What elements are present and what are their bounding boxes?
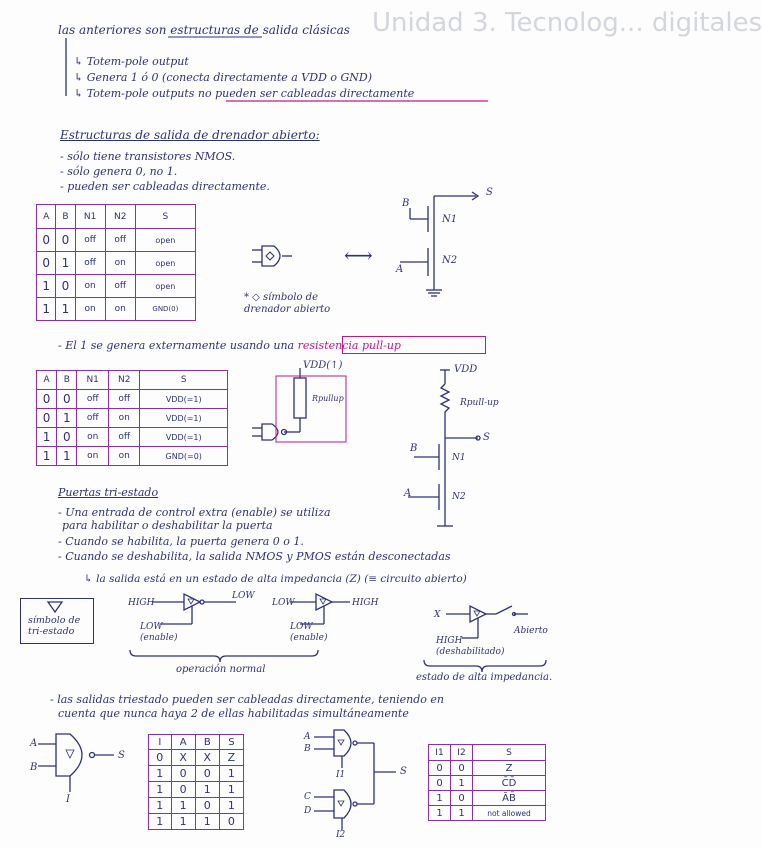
cell: 1 (37, 275, 56, 298)
open-drain-circuit (400, 192, 478, 296)
cell: 1 (149, 798, 172, 814)
wired-text-2: cuenta que nunca haya 2 de ellas habilitadas simultáneamente (58, 707, 409, 720)
cell: 1 (451, 806, 473, 821)
col-header: B (56, 205, 75, 229)
tristate-bullet-3: - Cuando se deshabilita, la salida NMOS y PMOS están desconectadas (58, 550, 451, 563)
cell: Z (219, 750, 243, 766)
wg-label-b: B (30, 762, 38, 773)
wc-label-a: A (304, 732, 311, 742)
wired-tristate-and-gate-icon (38, 734, 114, 792)
cell: 1 (37, 428, 57, 447)
cell: on (75, 298, 105, 321)
col-header: B (195, 735, 219, 750)
pu-label-s: S (483, 432, 490, 443)
ex3-in: X (434, 610, 441, 620)
cell: 1 (219, 798, 243, 814)
col-header: A (171, 735, 195, 750)
open-drain-symbol-note: * ◇ símbolo de drenador abierto (244, 292, 331, 315)
intro-item-3: ↳ Totem-pole outputs no pueden ser cableadas directamente (74, 87, 415, 100)
cell: 0 (429, 776, 451, 791)
col-header: I1 (429, 745, 451, 761)
cell: 0 (195, 766, 219, 782)
cell: on (108, 447, 140, 466)
od-label-b: B (402, 198, 410, 209)
wg-label-i: I (66, 794, 70, 805)
cell: off (75, 229, 105, 252)
cell: off (77, 390, 109, 409)
col-header: A (37, 371, 57, 390)
col-header: I (149, 735, 172, 750)
tristate-bullet-1: - Una entrada de control extra (enable) se utiliza (58, 506, 331, 519)
intro-item-1: ↳ Totem-pole output (74, 55, 189, 68)
wg-label-a: A (30, 738, 38, 749)
od-label-a: A (396, 264, 404, 275)
ex1-in: HIGH (128, 598, 155, 608)
cell: 1 (57, 409, 77, 428)
tristate-bullet-2: - Cuando se habilita, la puerta genera 0 o 1. (58, 535, 304, 548)
cell: 0 (451, 791, 473, 806)
wc-label-d: D (304, 806, 312, 816)
ex3-en: HIGH (deshabilitado) (436, 636, 505, 657)
cell: off (108, 428, 140, 447)
cell: on (105, 252, 135, 275)
cell: 1 (57, 447, 77, 466)
pullup-gate-circuit (252, 368, 346, 442)
cell: 0 (37, 409, 57, 428)
example-1-gate-icon (152, 594, 236, 624)
cell: 0 (37, 229, 56, 252)
cell: 0 (195, 798, 219, 814)
tristate-symbol-label: símbolo de tri-estado (28, 615, 81, 637)
tristate-bullet-4: ↳ la salida está en un estado de alta impedancia (Z) (≡ circuito abierto) (84, 573, 467, 585)
cell: 1 (149, 814, 172, 830)
open-drain-heading: Estructuras de salida de drenador abierto: (60, 128, 320, 142)
col-header: S (135, 205, 195, 229)
cell: on (108, 409, 140, 428)
col-header: S (219, 735, 243, 750)
cell: off (108, 390, 140, 409)
cell: 1 (219, 766, 243, 782)
cell: 0 (171, 766, 195, 782)
wc-label-i2: I2 (336, 830, 346, 840)
cell: on (77, 428, 109, 447)
cell: open (135, 252, 195, 275)
cell: X (195, 750, 219, 766)
cell: open (135, 275, 195, 298)
col-header: S (140, 371, 228, 390)
cell: off (105, 229, 135, 252)
cell: 1 (429, 806, 451, 821)
high-impedance-brace (424, 660, 546, 672)
equivalence-arrow: ⟷ (344, 243, 373, 267)
example-3-gate-icon (446, 606, 528, 638)
pullup-highlight-text: resistencia pull-up (297, 339, 401, 352)
col-header: N1 (77, 371, 109, 390)
cell: 1 (149, 766, 172, 782)
cell: 1 (195, 814, 219, 830)
cell: X (171, 750, 195, 766)
open-drain-bullet-3: - pueden ser cableadas directamente. (60, 180, 270, 193)
col-header: S (473, 745, 546, 761)
cell: GND(=0) (140, 447, 228, 466)
wg-label-s: S (118, 750, 125, 761)
ex1-out: LOW (232, 591, 255, 601)
col-header: I2 (451, 745, 473, 761)
open-drain-gate-icon (252, 246, 292, 266)
cell: 1 (195, 782, 219, 798)
wired-two-gates-circuit-icon (314, 730, 396, 830)
col-header: A (37, 205, 56, 229)
cell: 0 (219, 814, 243, 830)
pu-label-a: A (404, 488, 412, 499)
cell: on (105, 298, 135, 321)
cell: C̄D̄ (473, 776, 546, 791)
cell: 0 (171, 782, 195, 798)
wc-label-b: B (304, 744, 311, 754)
pu-label-vdd: VDD (454, 364, 478, 375)
wc-label-s: S (400, 766, 407, 777)
cell: 1 (56, 298, 75, 321)
cell: 0 (451, 761, 473, 776)
ex2-en: LOW (enable) (290, 622, 328, 643)
pullup-text: - El 1 se genera externamente usando una resistencia pull-up (58, 339, 401, 352)
cell: 0 (37, 252, 56, 275)
cell: 0 (429, 761, 451, 776)
col-header: B (57, 371, 77, 390)
cell: 0 (56, 229, 75, 252)
cell: 1 (171, 814, 195, 830)
cell: 0 (57, 428, 77, 447)
ex2-in: LOW (272, 598, 295, 608)
cell: not allowed (473, 806, 546, 821)
background-title: Unidad 3. Tecnolog... digitales (372, 8, 762, 38)
col-header: N1 (75, 205, 105, 229)
cell: Z (473, 761, 546, 776)
wc-label-i1: I1 (336, 770, 346, 780)
intro-line: las anteriores son estructuras de salida clásicas (58, 23, 350, 37)
col-header: N2 (105, 205, 135, 229)
cell: 1 (171, 798, 195, 814)
pullup-transistor-circuit (408, 370, 480, 526)
cell: VDD(=1) (140, 390, 228, 409)
cell: 1 (37, 447, 57, 466)
cell: off (77, 409, 109, 428)
od-label-n1: N1 (442, 214, 458, 225)
cell: GND(0) (135, 298, 195, 321)
od-label-s: S (486, 187, 493, 198)
ex2-out: HIGH (352, 598, 379, 608)
cell: VDD(=1) (140, 409, 228, 428)
cell: 1 (56, 252, 75, 275)
col-header: N2 (108, 371, 140, 390)
intro-item-2: ↳ Genera 1 ó 0 (conecta directamente a VDD o GND) (74, 71, 373, 84)
cell: ĀB̄ (473, 791, 546, 806)
wc-label-c: C (304, 792, 311, 802)
ex3-out: Abierto (514, 626, 548, 636)
open-drain-bullet-2: - sólo genera 0, no 1. (60, 165, 178, 178)
wired-text-1: - las salidas triestado pueden ser cableadas directamente, teniendo en (50, 693, 444, 706)
pu-label-b: B (410, 443, 418, 454)
open-drain-bullet-1: - sólo tiene transistores NMOS. (60, 150, 236, 163)
pullup-gate-r: Rpullup (312, 394, 344, 403)
ex1-en: LOW (enable) (140, 622, 178, 643)
cell: 0 (149, 750, 172, 766)
pu-label-r: Rpull-up (460, 398, 499, 408)
cell: 0 (57, 390, 77, 409)
cell: off (105, 275, 135, 298)
pu-label-n1: N1 (452, 453, 466, 463)
cell: 1 (429, 791, 451, 806)
cell: 1 (451, 776, 473, 791)
cell: open (135, 229, 195, 252)
cell: 0 (56, 275, 75, 298)
cell: on (75, 275, 105, 298)
cell: VDD(=1) (140, 428, 228, 447)
cell: off (75, 252, 105, 275)
cell: 0 (37, 390, 57, 409)
pullup-gate-vdd: VDD(↑) (303, 360, 343, 371)
high-impedance-label: estado de alta impedancia. (416, 672, 553, 683)
tristate-bullet-1b: para habilitar o deshabilitar la puerta (62, 519, 273, 532)
tristate-heading: Puertas tri-estado (58, 486, 159, 499)
cell: 1 (37, 298, 56, 321)
od-label-n2: N2 (442, 255, 458, 266)
cell: 1 (149, 782, 172, 798)
pu-label-n2: N2 (452, 492, 466, 502)
normal-operation-brace (130, 650, 318, 662)
cell: on (77, 447, 109, 466)
cell: 1 (219, 782, 243, 798)
example-2-gate-icon (290, 594, 350, 624)
tristate-symbol-icon (48, 602, 62, 612)
normal-operation-label: operación normal (176, 664, 266, 675)
